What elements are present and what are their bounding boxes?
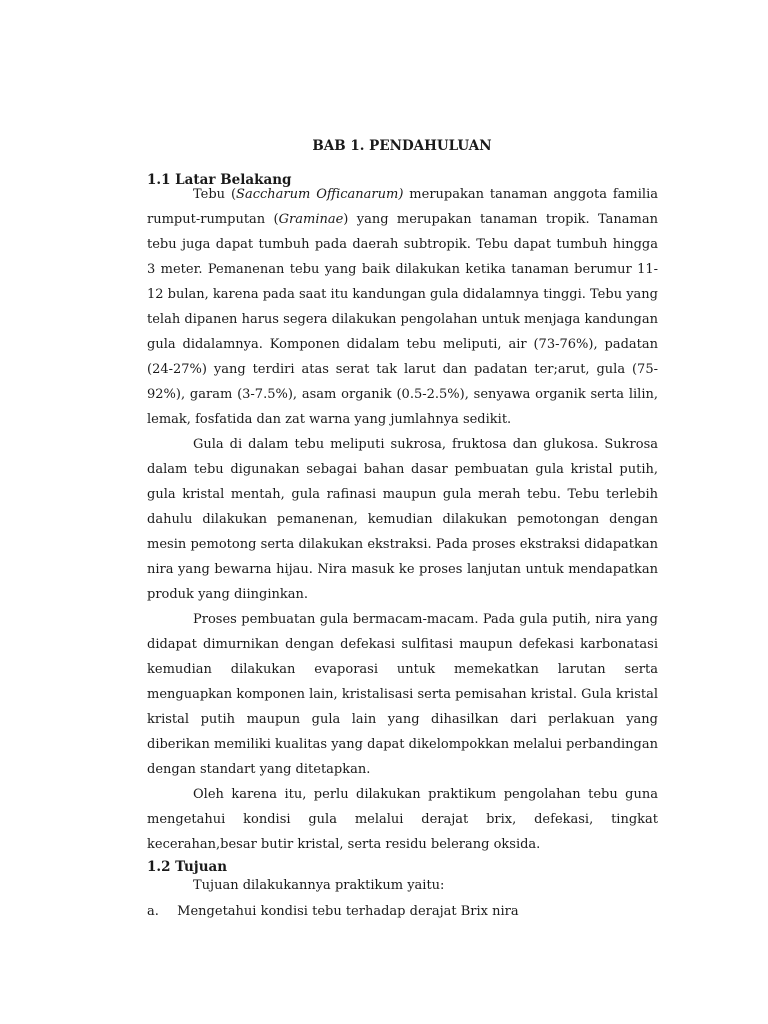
paragraph-3: Proses pembuatan gula bermacam-macam. Pada gula putih, nira yang didapat dimurnikan dengan defekasi sulfitasi maupun defekasi karbonatasi kemudian dilakukan evaporasi untuk memekatkan larutan serta menguapkan komponen lain, kristalisasi serta pemisahan kristal. Gula kristal kristal putih maupun gula lain yang dihasilkan dari perlakuan yang diberikan memiliki kualitas yang dapat dikelompokkan melalui perbandingan dengan standart yang ditetapkan. [147,612,658,777]
list-marker: a. [147,904,159,919]
paragraph-1-text-e: ) yang merupakan tanaman tropik. Tanaman tebu juga dapat tumbuh pada daerah subtropik. Tebu dapat tumbuh hingga 3 meter. Pemanenan tebu yang baik dilakukan ketika tanaman berumur 11-12 bulan, karena pada saat itu kandungan gula didalamnya tinggi. Tebu yang telah dipanen harus segera dilakukan pengolahan untuk menjaga kandungan gula didalamnya. Komponen didalam tebu meliputi, air (73-76%), padatan (24-27%) yang terdiri atas serat tak larut dan padatan ter;arut, gula (75-92%), garam (3-7.5%), asam organik (0.5-2.5%), senyawa organik serta lilin, lemak, fosfatida dan zat warna yang jumlahnya sedikit. [147,212,658,427]
list-item [147,904,519,919]
list-item-text: Mengetahui kondisi tebu terhadap derajat Brix nira [177,904,519,919]
paragraph-1-text-c: merupakan tanaman anggota familia rumput-rumputan ( [147,187,658,227]
paragraph-2: Gula di dalam tebu meliputi sukrosa, fruktosa dan glukosa. Sukrosa dalam tebu digunakan sebagai bahan dasar pembuatan gula kristal putih, gula kristal mentah, gula rafinasi maupun gula merah tebu. Tebu terlebih dahulu dilakukan pemanenan, kemudian dilakukan pemotongan dengan mesin pemotong serta dilakukan ekstraksi. Pada proses ekstraksi didapatkan nira yang bewarna hijau. Nira masuk ke proses lanjutan untuk mendapatkan produk yang diinginkan. [147,437,658,602]
species-name-italic: Saccharum Officanarum) [236,187,404,202]
paragraph-4: Oleh karena itu, perlu dilakukan praktikum pengolahan tebu guna mengetahui kondisi gula melalui derajat brix, defekasi, tingkat kecerahan,besar butir kristal, serta residu belerang oksida. [147,787,658,852]
section-body-latar-belakang [147,182,658,857]
paragraph-1-text-a: Tebu ( [193,187,237,202]
chapter-title: BAB 1. PENDAHULUAN [312,138,492,154]
section-heading-tujuan: 1.2 Tujuan [147,859,228,875]
paragraph-1 [147,182,658,432]
section-heading-latar-belakang: 1.1 Latar Belakang [147,172,292,188]
tujuan-intro: Tujuan dilakukannya praktikum yaitu: [193,878,445,893]
family-name-italic: Graminae [278,212,344,227]
